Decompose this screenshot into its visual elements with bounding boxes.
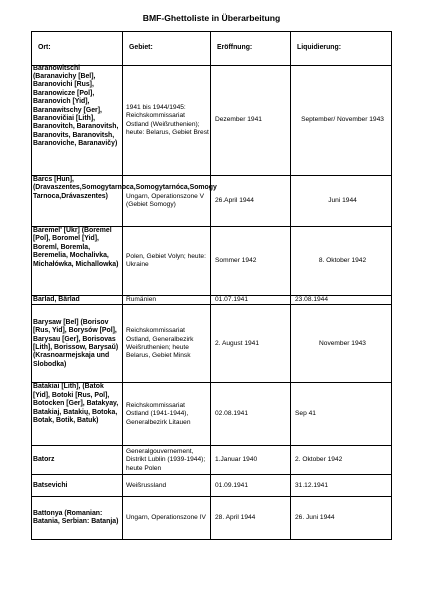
ort-cell: Baranowitschi (Baranavichy [Bel], Baranovichi [Rus], Baranowicze [Pol], Baranovich [Yid], Baranawitschy [Ger], Baranovičiai [Lith], Baranovitch, Baranovitsh, Baranovits, Baranovitsh, Baranoviche, Baranavičy) (33, 64, 119, 148)
ort-cell: Barysaw [Bel] (Borisov [Rus, Yid], Borysów [Pol], Barysau [Ger], Borisovas [Lith], Borissow, Barysaŭ) (Krasnoarmejskaja und Slobodka) (32, 305, 123, 383)
ort-cell: Baremel' [Ukr] (Boremel [Pol], Boromel [Yid], Boreml, Boremla, Beremelia, Mochalivka, Michałówka, Michallowka) (33, 227, 119, 268)
gebiet-cell: Reichskommissariat Ostland (1941-1944), Generalbezirk Litauen (123, 383, 211, 446)
liquidierung-cell: 26. Juni 1944 (291, 497, 392, 540)
ort-cell: Batsevichi (32, 475, 123, 497)
table-row (32, 296, 392, 305)
eroeffnung-cell: 01.09.1941 (211, 475, 291, 497)
gebiet-cell: Polen, Gebiet Volyn; heute: Ukraine (123, 227, 211, 296)
eroeffnung-cell: Dezember 1941 (211, 66, 291, 176)
ort-cell: Batorz (32, 446, 123, 475)
gebiet-cell: Weißrussland (123, 475, 211, 497)
ort-cell: Barlad, Bârlad (32, 296, 123, 305)
table-row (32, 446, 392, 475)
eroeffnung-cell: 1.Januar 1940 (211, 446, 291, 475)
liquidierung-cell: Juni 1944 (291, 176, 392, 227)
table-row (32, 227, 392, 296)
table-row (32, 383, 392, 446)
gebiet-cell: 1941 bis 1944/1945: Reichskommissariat Ostland (Weißruthenien); heute: Belarus, Gebiet Brest (123, 66, 211, 176)
eroeffnung-cell: 01.07.1941 (211, 296, 291, 305)
table-row (32, 66, 392, 176)
table-header-row (32, 32, 392, 66)
table-row (32, 497, 392, 540)
gebiet-cell: Ungarn, Operationszone V (Gebiet Somogy) (123, 176, 211, 227)
liquidierung-cell: 31.12.1941 (291, 475, 392, 497)
ghetto-table (31, 31, 392, 540)
liquidierung-cell: September/ November 1943 (291, 66, 392, 176)
ort-cell: Battonya (Romanian: Batania, Serbian: Batanja) (32, 497, 123, 540)
gebiet-cell: Generalgouvernement, Distrikt Lublin (1939-1944); heute Polen (123, 446, 211, 475)
ort-cell: Batakiai [Lith], (Batok [Yid], Botoki [Rus, Pol], Botocken [Ger], Batakyay, Batakiaj, Batakių, Botoka, Botak, Botik, Batuk) (33, 383, 119, 425)
liquidierung-cell: 23.08.1944 (291, 296, 392, 305)
header-ort: Ort: (32, 32, 123, 66)
eroeffnung-cell: 2. August 1941 (211, 305, 291, 383)
eroeffnung-cell: 26.April 1944 (211, 176, 291, 227)
eroeffnung-cell: Sommer 1942 (211, 227, 291, 296)
gebiet-cell: Rumänien (123, 296, 211, 305)
document-title: BMF-Ghettoliste in Überarbeitung (142, 13, 281, 23)
eroeffnung-cell: 28. April 1944 (211, 497, 291, 540)
table-row (32, 176, 392, 227)
table-row (32, 475, 392, 497)
header-liquidierung: Liquidierung: (291, 32, 392, 66)
table-row (32, 305, 392, 383)
gebiet-cell: Ungarn, Operationszone IV (123, 497, 211, 540)
liquidierung-cell: Sep 41 (291, 383, 392, 446)
ort-cell: Barcs [Hun], (Dravaszentes,Somogytarnoca,Somogytarnóca,Somogy Tarnoca,Drávaszentes) (33, 176, 217, 200)
eroeffnung-cell: 02.08.1941 (211, 383, 291, 446)
header-gebiet: Gebiet: (123, 32, 211, 66)
liquidierung-cell: 8. Oktober 1942 (291, 227, 392, 296)
gebiet-cell: Reichskommissariat Ostland, Generalbezirk Weißruthenien; heute Belarus, Gebiet Minsk (123, 305, 211, 383)
liquidierung-cell: 2. Oktober 1942 (291, 446, 392, 475)
header-eroeffnung: Eröffnung: (211, 32, 291, 66)
liquidierung-cell: November 1943 (291, 305, 392, 383)
